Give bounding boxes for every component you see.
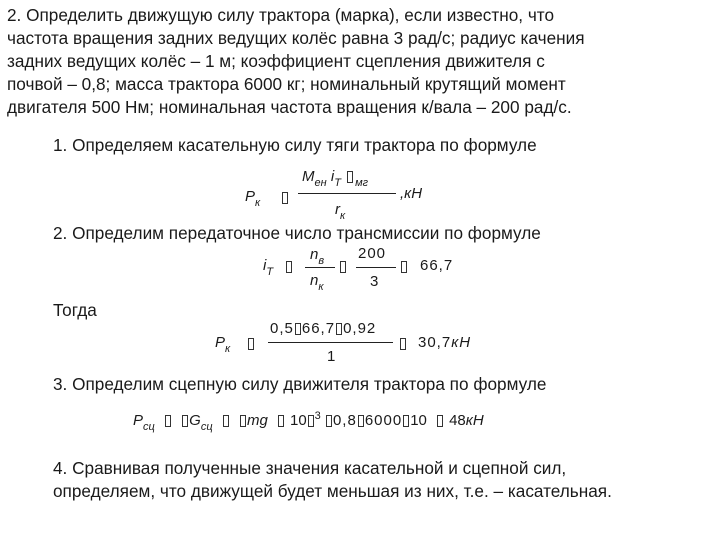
value: 10	[410, 412, 427, 429]
formula-lhs	[215, 334, 231, 355]
frac1-den	[310, 272, 324, 293]
formula-result	[418, 334, 471, 351]
value: 66,7	[301, 320, 336, 337]
eta-glyph	[347, 171, 353, 183]
symbol: M	[302, 168, 315, 185]
fraction-bar	[305, 267, 335, 268]
equals-glyph	[223, 415, 229, 427]
value: 30,7	[418, 334, 452, 351]
subscript: к	[225, 343, 231, 355]
phi-glyph	[182, 415, 188, 427]
symbol: n	[310, 246, 319, 263]
subscript: сц	[200, 421, 213, 433]
subscript: к	[318, 281, 324, 293]
frac1-num	[310, 246, 325, 267]
formula-numerator	[302, 168, 369, 189]
equals-glyph	[282, 192, 288, 204]
subscript: в	[318, 255, 325, 267]
formula-unit: ,кН	[400, 185, 423, 202]
symbol: mg	[246, 412, 268, 429]
value: 6000	[364, 412, 403, 429]
then-text: Тогда	[53, 300, 97, 320]
dot-glyph	[403, 415, 409, 427]
symbol: i	[263, 257, 267, 274]
problem-line: задних ведущих колёс – 1 м; коэффициент сцепления движителя с	[7, 51, 545, 71]
equals-glyph	[248, 338, 254, 350]
dot-glyph	[358, 415, 364, 427]
symbol: P	[133, 412, 144, 429]
dot-glyph	[295, 323, 301, 335]
fraction-bar	[298, 193, 396, 194]
problem-statement	[7, 4, 585, 119]
subscript: мг	[355, 177, 369, 189]
value: 0,8	[332, 412, 357, 429]
value: 10	[289, 412, 307, 429]
symbol: n	[310, 272, 319, 289]
problem-line: частота вращения задних ведущих колёс равна 3 рад/с; радиус качения	[7, 28, 585, 48]
fraction-bar	[268, 342, 393, 343]
problem-line: 2. Определить движущую силу трактора (марка), если известно, что	[7, 5, 555, 25]
symbol: G	[189, 412, 201, 429]
approx-glyph	[437, 415, 443, 427]
exponent: 3	[314, 410, 321, 422]
approx-glyph	[400, 338, 406, 350]
fraction-bar	[356, 267, 396, 268]
subscript: сц	[143, 421, 155, 433]
subscript: T	[266, 266, 274, 278]
symbol: i	[330, 168, 335, 185]
subscript: к	[340, 210, 346, 222]
equals-glyph	[165, 415, 171, 427]
equals-glyph	[286, 261, 292, 273]
formula-denominator	[335, 201, 346, 222]
value: 0,5	[270, 320, 294, 337]
minus-glyph	[308, 415, 314, 427]
subscript: eн	[314, 177, 327, 189]
frac2-num: 200	[358, 245, 387, 262]
unit: кН	[451, 334, 472, 351]
symbol: r	[335, 201, 340, 218]
formula-adhesion-force	[133, 410, 484, 433]
frac2-den: 3	[370, 273, 379, 290]
step-4-text-line2: определяем, что движущей будет меньшая из них, т.е. – касательная.	[53, 481, 612, 501]
unit: кН	[465, 412, 484, 429]
symbol: P	[245, 188, 256, 205]
problem-line: двигателя 500 Нм; номинальная частота вращения к/вала – 200 рад/с.	[7, 97, 572, 117]
subscript: к	[255, 197, 261, 209]
formula-denominator: 1	[327, 348, 336, 365]
step-1-text: 1. Определяем касательную силу тяги трактора по формуле	[53, 135, 537, 155]
dot-glyph	[278, 415, 284, 427]
dot-glyph	[336, 323, 342, 335]
step-4-text-line1: 4. Сравнивая полученные значения касательной и сцепной сил,	[53, 458, 567, 478]
formula-result: 66,7	[420, 257, 454, 274]
value: 0,92	[343, 320, 377, 337]
formula-lhs	[263, 257, 274, 278]
formula-numerator	[270, 320, 376, 337]
dot-glyph	[326, 415, 332, 427]
step-3-text: 3. Определим сцепную силу движителя трактора по формуле	[53, 374, 547, 394]
approx-glyph	[401, 261, 407, 273]
problem-line: почвой – 0,8; масса трактора 6000 кг; номинальный крутящий момент	[7, 74, 566, 94]
subscript: T	[334, 177, 341, 189]
equals-glyph	[340, 261, 346, 273]
value: 48	[449, 412, 466, 429]
formula-lhs	[245, 188, 261, 209]
phi-glyph	[240, 415, 246, 427]
step-2-text: 2. Определим передаточное число трансмиссии по формуле	[53, 223, 541, 243]
symbol: P	[215, 334, 226, 351]
